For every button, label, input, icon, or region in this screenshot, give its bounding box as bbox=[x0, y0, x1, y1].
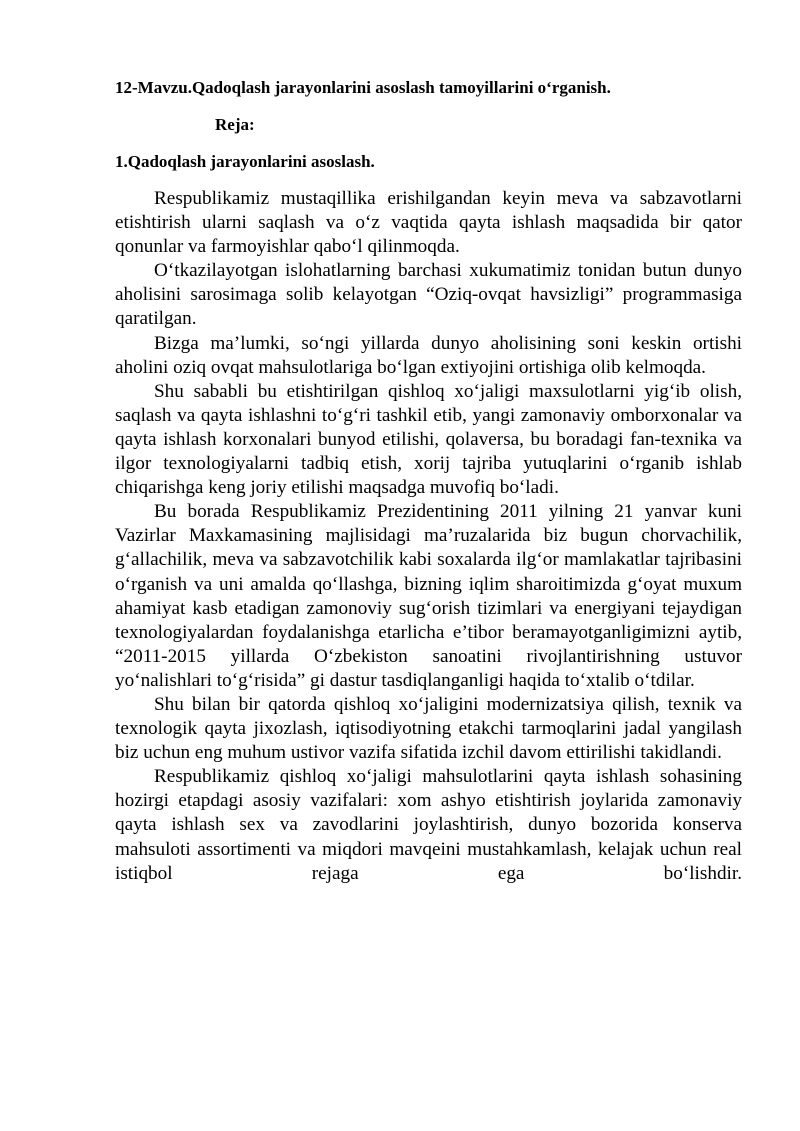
paragraph: Respublikamiz qishloq xo‘jaligi mahsulotlarini qayta ishlash sohasining hozirgi etapdagi asosiy vazifalari: xom ashyo etishtirish joylarida zamonaviy qayta ishlash sex va zavodlarini joylashtirish, dunyo bozorida konserva mahsuloti assortimenti va miqdori mavqeini mustahkamlash, kelajak uchun real istiqbol rejaga ega bo‘lishdir. bbox=[115, 766, 742, 884]
paragraph: Shu bilan bir qatorda qishloq xo‘jaligini modernizatsiya qilish, texnik va texnologik qayta jixozlash, iqtisodiyotning etakchi tarmoqlarini jadal yangilash biz uchun eng muhum ustivor vazifa sifatida izchil davom ettirilishi takidlandi. bbox=[115, 693, 742, 764]
paragraph: Bu borada Respublikamiz Prezidentining 2011 yilning 21 yanvar kuni Vazirlar Maxkamasining majlisidagi ma’ruzalarida biz bugun chorvachilik, g‘allachilik, meva va sabzavotchilik kabi soxalarda ilg‘or mamlakatlar tajribasini o‘rganish va uni amalda qo‘llashga, bizning iqlim sharoitimizda g‘oyat muxum ahamiyat kasb etadigan zamonoviy sug‘orish tizimlari va energiyani tejaydigan texnologiyalardan foydalanishga etarlicha e’tibor beramayotganligimizni aytib, “2011-2015 yillarda O‘zbekiston sanoatini rivojlantirishning ustuvor yo‘nalishlari to‘g‘risida” gi dastur tasdiqlanganligi haqida to‘xtalib o‘tdilar. bbox=[115, 501, 742, 691]
paragraph: O‘tkazilayotgan islohatlarning barchasi xukumatimiz tonidan butun dunyo aholisini sarosimaga solib kelayotgan “Oziq-ovqat havsizligi” programmasiga qaratilgan. bbox=[115, 260, 742, 330]
document-page bbox=[115, 76, 742, 886]
paragraph: Respublikamiz mustaqillika erishilgandan keyin meva va sabzavotlarni etishtirish ularni saqlash va o‘z vaqtida qayta ishlash maqsadida bir qator qonunlar va farmoyishlar qabo‘l qilinmoqda. bbox=[115, 188, 742, 258]
plan-label: Reja: bbox=[215, 115, 255, 134]
document-title: 12-Mavzu.Qadoqlash jarayonlarini asoslash tamoyillarini o‘rganish. bbox=[115, 78, 611, 97]
paragraph: Bizga ma’lumki, so‘ngi yillarda dunyo aholisining soni keskin ortishi aholini oziq ovqat mahsulotlariga bo‘lgan extiyojini ortishiga olib kelmoqda. bbox=[115, 332, 742, 378]
section-heading: 1.Qadoqlash jarayonlarini asoslash. bbox=[115, 152, 375, 171]
paragraph: Shu sababli bu etishtirilgan qishloq xo‘jaligi maxsulotlarni yig‘ib olish, saqlash va qayta ishlashni to‘g‘ri tashkil etib, yangi zamonaviy omborxonalar va qayta ishlash korxonalari bunyod etilishi, qolaversa, bu boradagi fan-texnika va ilgor texnologiyalarni tadbiq etish, xorij tajriba yutuqlarini o‘rganib ishlab chiqarishga keng joriy etilishi maqsadga muvofiq bo‘ladi. bbox=[115, 380, 742, 499]
